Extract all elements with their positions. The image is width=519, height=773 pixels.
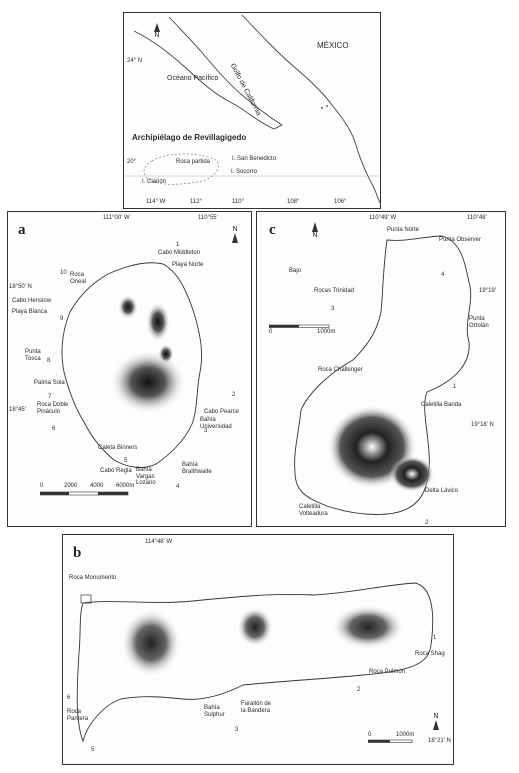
lat-label: 18°21' N bbox=[428, 738, 451, 744]
north-label: N bbox=[312, 232, 318, 239]
panel-b-island bbox=[63, 535, 454, 765]
farallon: Farallón de la Bandera bbox=[241, 701, 272, 714]
ocean-label: Océano Pacífico bbox=[167, 75, 219, 82]
lon-tick-1: 112° bbox=[190, 199, 202, 205]
panel-b-north-arrow bbox=[430, 713, 442, 730]
bahia-sulphur: Bahía Sulphur bbox=[204, 705, 225, 718]
panel-c-island bbox=[257, 212, 506, 527]
lon-tick-3: 108° bbox=[287, 199, 300, 205]
caleta-binners: Caleta Binners bbox=[98, 445, 138, 451]
lat-lower: 18°45' bbox=[9, 407, 26, 413]
punta-ortolan: Punta Ortolán bbox=[469, 316, 489, 329]
panel-c-north-arrow bbox=[309, 222, 321, 239]
roca-monumento: Roca Monumento bbox=[69, 575, 117, 581]
lon-left: 110°49' W bbox=[369, 215, 397, 221]
site-2: 2 bbox=[232, 392, 236, 398]
clarion-label: I. Clarión bbox=[142, 179, 167, 185]
north-label: N bbox=[232, 226, 238, 233]
punta-norte: Punta Norte bbox=[387, 227, 420, 233]
punta-observer: Punta Observer bbox=[439, 237, 482, 243]
lat-top: 24° N bbox=[127, 58, 143, 64]
site-2: 2 bbox=[357, 687, 361, 693]
panel-c-label: c bbox=[269, 222, 276, 238]
site-2: 2 bbox=[425, 520, 429, 526]
site-8: 8 bbox=[47, 358, 51, 364]
site-4: 4 bbox=[176, 484, 180, 490]
bahia-vargas: Bahía Vargas Lozano bbox=[136, 467, 156, 486]
lat-upper: 18°50' N bbox=[9, 284, 32, 290]
cabo-middleton: Cabo Middleton bbox=[158, 250, 201, 256]
punta-tosca: Punta Tosca bbox=[25, 349, 41, 362]
overview-map bbox=[123, 12, 381, 209]
site-9: 9 bbox=[60, 316, 64, 322]
site-1: 1 bbox=[176, 242, 180, 248]
site-5: 5 bbox=[124, 458, 128, 464]
caletilla-banda: Caletilla Banda bbox=[421, 402, 462, 408]
roca-pulmon: Roca Pulmón bbox=[369, 669, 406, 675]
site-3: 3 bbox=[235, 727, 239, 733]
roca-partida-label: Roca partida bbox=[176, 159, 211, 165]
panel-a-label: a bbox=[18, 222, 26, 238]
lon-tick-0: 114° W bbox=[146, 199, 166, 205]
panel-b-label: b bbox=[73, 545, 82, 561]
site-5: 5 bbox=[91, 747, 95, 753]
bahia-braithwaite: Bahía Braithwaite bbox=[182, 462, 212, 475]
site-7: 7 bbox=[48, 394, 52, 400]
scale-0: 0 bbox=[269, 329, 273, 335]
roca-pantera: Roca Pantera bbox=[67, 709, 89, 722]
lon-right: 110°55' bbox=[198, 215, 218, 221]
lon-tick-2: 110° bbox=[232, 199, 244, 205]
playa-norte: Playa Norte bbox=[172, 262, 204, 268]
roca-shag: Roca Shag bbox=[415, 651, 445, 657]
cabo-pearce: Cabo Pearce bbox=[204, 409, 240, 415]
north-label: N bbox=[433, 713, 439, 720]
site-3: 3 bbox=[204, 428, 208, 434]
scale-bar bbox=[368, 739, 414, 745]
roca-challenger: Roca Challenger bbox=[318, 367, 363, 373]
playa-blanca: Playa Blanca bbox=[12, 309, 48, 315]
lat-lower: 19°18' N bbox=[471, 422, 494, 428]
scale-0: 0 bbox=[40, 483, 44, 489]
site-6: 6 bbox=[67, 695, 71, 701]
panel-a-map bbox=[7, 211, 252, 527]
scale-bar bbox=[40, 491, 130, 497]
scale-1000: 1000m bbox=[396, 732, 415, 738]
roca-oneal: Roca Oneal bbox=[70, 272, 87, 285]
panel-b-map bbox=[62, 534, 454, 765]
north-arrow-icon bbox=[433, 720, 439, 730]
gulf-label: Golfo de California bbox=[228, 62, 263, 118]
delta-lavico: Delta Lávico bbox=[425, 488, 459, 494]
site-3: 3 bbox=[331, 306, 335, 312]
socorro-label: I. Socorro bbox=[231, 169, 258, 175]
scale-4000: 4000 bbox=[90, 483, 104, 489]
lon-label: 114°48' W bbox=[145, 539, 173, 545]
overview-north-arrow bbox=[151, 23, 163, 39]
archipelago-title: Archipiélago de Revillagigedo bbox=[132, 133, 247, 142]
country-label: MÉXICO bbox=[317, 41, 349, 50]
scale-6000: 6000m bbox=[116, 483, 135, 489]
san-benedicto-label: I. San Benedicto bbox=[232, 156, 277, 162]
caletilla-volteadura: Caletilla Volteadura bbox=[299, 504, 328, 517]
north-arrow-icon bbox=[154, 23, 160, 32]
site-1: 1 bbox=[433, 635, 437, 641]
cabo-regla: Cabo Regla bbox=[100, 468, 132, 474]
panel-a-island bbox=[8, 212, 252, 527]
lon-left: 111°00' W bbox=[103, 215, 130, 221]
cabo-henslow: Cabo Henslow bbox=[12, 298, 52, 304]
lat-upper: 19°19' bbox=[479, 288, 496, 294]
site-1: 1 bbox=[453, 384, 457, 390]
site-4: 4 bbox=[441, 272, 445, 278]
scale-2000: 2000 bbox=[64, 483, 78, 489]
roca-doble: Roca Doble Pináculo bbox=[37, 402, 69, 415]
scale-0: 0 bbox=[368, 732, 372, 738]
panel-a-north-arrow bbox=[229, 226, 241, 243]
lon-right: 110°48' bbox=[467, 215, 487, 221]
panel-c-map bbox=[256, 211, 506, 527]
north-arrow-icon bbox=[312, 222, 318, 232]
bahia-universidad: Bahía Universidad bbox=[200, 417, 232, 430]
rocas-trinidad: Rocas Trinidad bbox=[314, 288, 355, 294]
lat-bottom: 20° bbox=[127, 159, 137, 165]
site-6: 6 bbox=[52, 426, 56, 432]
site-10: 10 bbox=[60, 270, 67, 276]
scale-1000: 1000m bbox=[317, 329, 336, 335]
north-label: N bbox=[154, 32, 160, 39]
palma-sola: Palma Sola bbox=[34, 380, 65, 386]
lon-tick-4: 106° bbox=[334, 199, 347, 205]
north-arrow-icon bbox=[232, 233, 238, 243]
bajo: Bajo bbox=[289, 268, 302, 274]
